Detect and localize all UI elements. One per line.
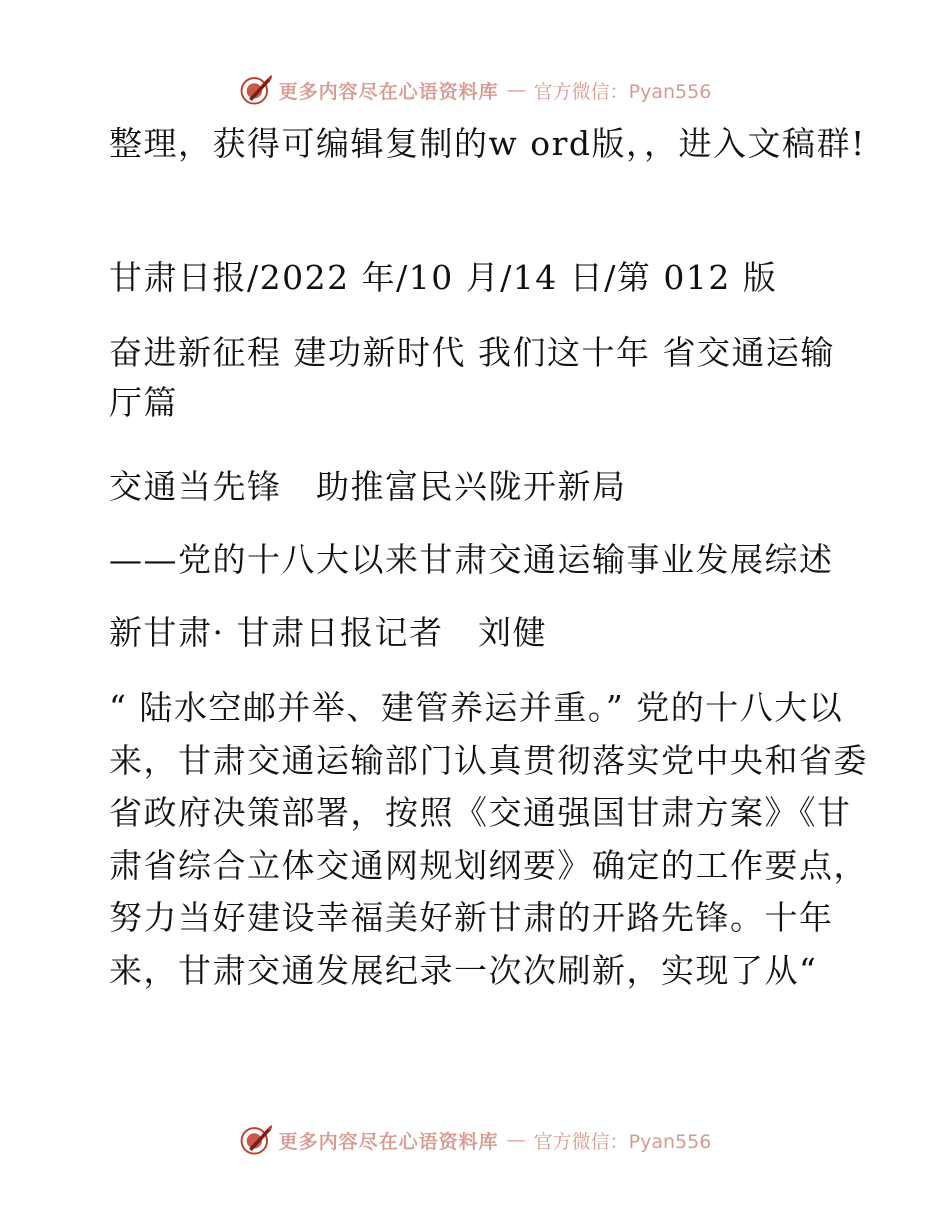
watermark-separator: — (506, 1129, 526, 1151)
footer-watermark-banner (0, 1120, 950, 1160)
column-title: 奋进新征程 建功新时代 我们这十年 省交通运输厅篇 (109, 333, 835, 422)
source-line: 甘肃日报/2022 年/10 月/14 日/第 012 版 (109, 258, 778, 297)
intro-text: 整理，获得可编辑复制的w ord版，，进入文稿群! (109, 124, 866, 163)
article-subheadline: ——党的十八大以来甘肃交通运输事业发展综述 (109, 540, 834, 579)
pen-logo-icon (239, 1123, 273, 1157)
pen-logo-icon (239, 73, 273, 107)
watermark-contact-text: 官方微信：Pyan556 (533, 80, 712, 103)
article-byline: 新甘肃· 甘肃日报记者 刘健 (109, 613, 547, 652)
watermark-contact-text: 官方微信：Pyan556 (533, 1130, 712, 1153)
article-headline: 交通当先锋 助推富民兴陇开新局 (109, 467, 627, 506)
header-watermark-banner (0, 70, 950, 110)
watermark-brand-text: 更多内容尽在心语资料库 (278, 80, 499, 103)
watermark-brand-text: 更多内容尽在心语资料库 (278, 1130, 499, 1153)
watermark-separator: — (506, 79, 526, 101)
article-paragraph: “ 陆水空邮并举、建管养运并重。” 党的十八大以来，甘肃交通运输部门认真贯彻落实党中央和省委省政府决策部署，按照《交通强国甘肃方案》《甘肃省综合立体交通网规划纲要》确定的工作要点，努力当好建设幸福美好新甘肃的开路先锋。十年来，甘肃交通发展纪录一次次刷新，实现了从“ (109, 688, 868, 990)
